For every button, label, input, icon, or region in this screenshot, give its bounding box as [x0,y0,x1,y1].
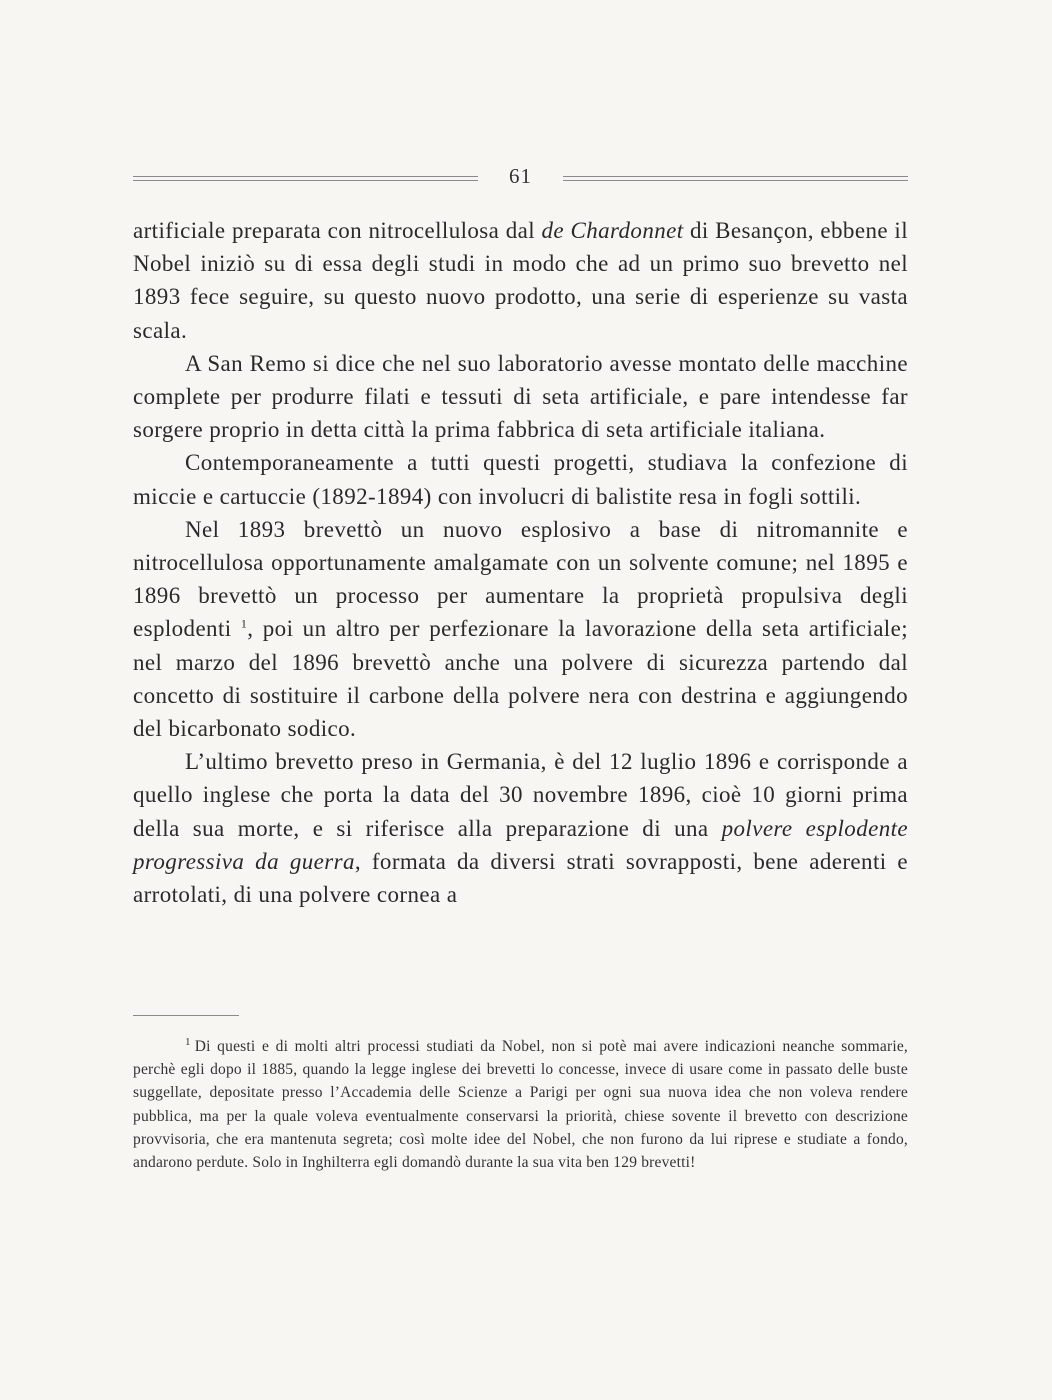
footnote-reference: 1 [240,616,248,631]
name-chardonnet: de Chardonnet [541,218,684,243]
paragraph-3: Contemporaneamente a tutti questi progetti, studiava la confezione di miccie e cartuccie (1892-1894) con involucri di balistite resa in fogli sottili. [133,450,908,509]
footnote-marker: 1 [185,1035,191,1048]
footnote-paragraph [133,1035,908,1174]
page-header [133,164,908,194]
body-text [133,214,908,911]
italic-phrase: polvere esplodente progressiva da guerra [133,815,909,874]
paragraph-4: Nel 1893 brevettò un nuovo esplosivo a base di nitromannite e nitrocellulosa opportunamente amalgamate con un solvente comune; nel 1895 e 1896 brevettò un processo per aumentare la proprietà propulsiva degli esplodenti $^1$, poi un altro per perfezionare la lavorazione della seta artificiale; nel marzo del 1896 brevettò anche una polvere di sicurezza partendo dal concetto di sostituire il carbone della polvere nera con destrina e aggiungendo del bicarbonato sodico. [133,516,908,742]
paragraph-5: L’ultimo brevetto preso in Germania, è del 12 luglio 1896 e corrisponde a quello inglese che porta la data del 30 novembre 1896, cioè 10 giorni prima della sua morte, e si riferisce alla preparazione di una polvere esplodente progressiva da guerra, formata da diversi strati sovrapposti, bene aderenti e arrotolati, di una polvere cornea a [133,749,909,908]
footnote [133,1035,908,1174]
paragraph-1: artificiale preparata con nitrocellulosa dal de Chardonnet di Besançon, ebbene il Nobel iniziò su di essa degli studi in modo che ad un primo suo brevetto nel 1893 fece seguire, su questo nuovo prodotto, una serie di esperienze su vasta scala. [133,218,909,343]
page-number: 61 [509,164,532,188]
footnote-text: Di questi e di molti altri processi studiati da Nobel, non si potè mai avere indicazioni neanche sommarie, perchè egli dopo il 1885, quando la legge inglese dei brevetti lo concesse, invece di usare come in passato delle buste suggellate, depositate presso l’Accademia delle Scienze a Parigi per ogni sua nuova idea che non voleva rendere pubblica, ma per la quale voleva eventualmente conservarsi la priorità, chiese sovente il brevetto con descrizione provvisoria, che era mantenuta segreta; così molte idee del Nobel, che non furono da lui riprese e studiate a fondo, andarono perdute. Solo in Inghilterra egli domandò durante la sua vita ben 129 brevetti! [133,1038,908,1172]
header-rule-right [563,176,908,184]
footnote-rule [133,1015,239,1016]
paragraph-2: A San Remo si dice che nel suo laboratorio avesse montato delle macchine complete per produrre filati e tessuti di seta artificiale, e pare intendesse far sorgere proprio in detta città la prima fabbrica di seta artificiale italiana. [133,350,908,443]
